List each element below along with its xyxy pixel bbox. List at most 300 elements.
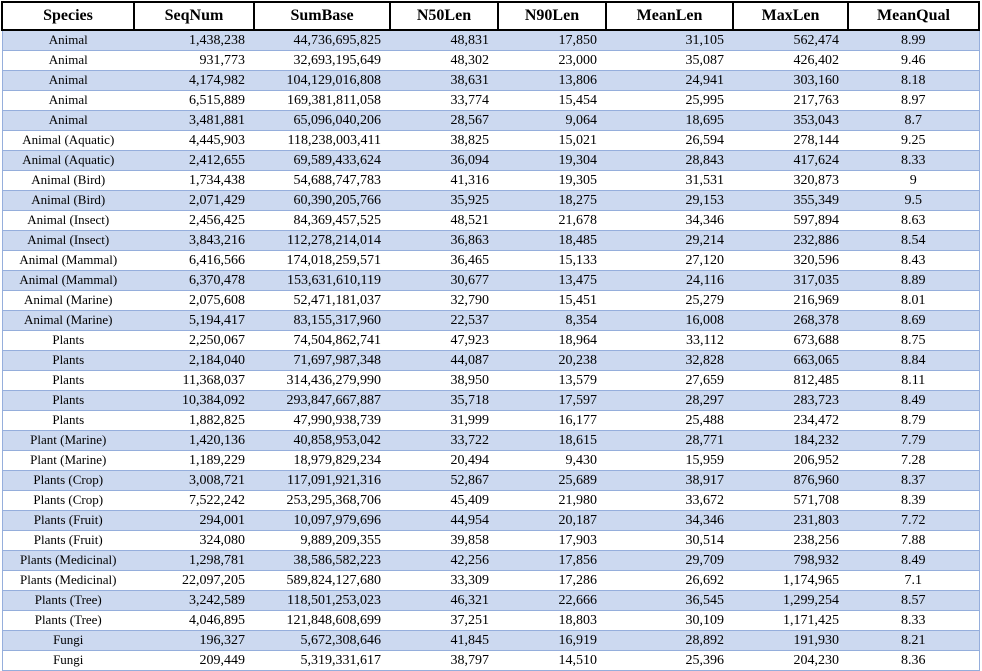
cell-meanqual: 7.79 [848,431,979,451]
cell-seqnum: 5,194,417 [134,311,254,331]
cell-sumbase: 69,589,433,624 [254,151,390,171]
column-header-species: Species [2,2,134,30]
cell-n90len: 15,021 [498,131,606,151]
cell-species: Animal (Insect) [2,211,134,231]
table-row [2,411,979,431]
cell-meanqual: 8.57 [848,591,979,611]
cell-species: Animal [2,71,134,91]
header-row [2,2,979,30]
cell-sumbase: 74,504,862,741 [254,331,390,351]
table-row [2,291,979,311]
cell-n90len: 20,187 [498,511,606,531]
table-row [2,391,979,411]
table-row [2,271,979,291]
cell-sumbase: 44,736,695,825 [254,30,390,51]
column-header-sumbase: SumBase [254,2,390,30]
cell-meanlen: 28,843 [606,151,733,171]
cell-species: Animal [2,51,134,71]
cell-n50len: 32,790 [390,291,498,311]
cell-maxlen: 353,043 [733,111,848,131]
cell-n90len: 17,856 [498,551,606,571]
cell-maxlen: 426,402 [733,51,848,71]
cell-maxlen: 303,160 [733,71,848,91]
cell-meanlen: 25,488 [606,411,733,431]
cell-n50len: 48,831 [390,30,498,51]
cell-meanqual: 9.25 [848,131,979,151]
cell-n90len: 18,615 [498,431,606,451]
cell-n50len: 48,521 [390,211,498,231]
cell-species: Plants [2,391,134,411]
cell-maxlen: 278,144 [733,131,848,151]
cell-species: Animal (Mammal) [2,251,134,271]
cell-species: Plants (Medicinal) [2,551,134,571]
table-body [2,30,979,671]
cell-n50len: 35,925 [390,191,498,211]
cell-meanqual: 8.79 [848,411,979,431]
cell-meanqual: 8.89 [848,271,979,291]
cell-species: Plants [2,351,134,371]
cell-n50len: 39,858 [390,531,498,551]
cell-seqnum: 2,071,429 [134,191,254,211]
cell-sumbase: 153,631,610,119 [254,271,390,291]
cell-maxlen: 597,894 [733,211,848,231]
cell-species: Plants (Tree) [2,591,134,611]
table-row [2,151,979,171]
cell-seqnum: 6,416,566 [134,251,254,271]
cell-sumbase: 174,018,259,571 [254,251,390,271]
cell-meanqual: 8.39 [848,491,979,511]
cell-meanlen: 25,396 [606,651,733,671]
cell-n90len: 17,850 [498,30,606,51]
cell-species: Animal [2,111,134,131]
cell-meanqual: 7.72 [848,511,979,531]
cell-species: Animal (Bird) [2,191,134,211]
cell-n90len: 18,485 [498,231,606,251]
cell-meanlen: 24,941 [606,71,733,91]
cell-seqnum: 3,008,721 [134,471,254,491]
cell-n50len: 38,950 [390,371,498,391]
cell-meanqual: 8.33 [848,151,979,171]
cell-n90len: 13,806 [498,71,606,91]
table-row [2,91,979,111]
cell-maxlen: 571,708 [733,491,848,511]
cell-meanqual: 8.49 [848,391,979,411]
cell-meanlen: 18,695 [606,111,733,131]
table-row [2,591,979,611]
cell-meanlen: 30,514 [606,531,733,551]
cell-n90len: 18,275 [498,191,606,211]
cell-seqnum: 22,097,205 [134,571,254,591]
cell-maxlen: 232,886 [733,231,848,251]
cell-meanqual: 7.1 [848,571,979,591]
cell-n90len: 16,177 [498,411,606,431]
cell-maxlen: 204,230 [733,651,848,671]
cell-meanqual: 8.43 [848,251,979,271]
cell-n50len: 33,722 [390,431,498,451]
column-header-n50len: N50Len [390,2,498,30]
cell-meanqual: 8.33 [848,611,979,631]
cell-seqnum: 10,384,092 [134,391,254,411]
cell-meanqual: 8.7 [848,111,979,131]
cell-sumbase: 18,979,829,234 [254,451,390,471]
column-header-seqnum: SeqNum [134,2,254,30]
cell-species: Plant (Marine) [2,431,134,451]
cell-seqnum: 4,445,903 [134,131,254,151]
cell-seqnum: 2,412,655 [134,151,254,171]
cell-seqnum: 196,327 [134,631,254,651]
cell-maxlen: 320,596 [733,251,848,271]
table-row [2,431,979,451]
cell-maxlen: 231,803 [733,511,848,531]
cell-n50len: 47,923 [390,331,498,351]
table-row [2,51,979,71]
column-header-meanlen: MeanLen [606,2,733,30]
cell-meanlen: 26,594 [606,131,733,151]
cell-seqnum: 1,298,781 [134,551,254,571]
table-row [2,571,979,591]
cell-meanlen: 34,346 [606,511,733,531]
cell-meanlen: 29,214 [606,231,733,251]
cell-n90len: 13,579 [498,371,606,391]
table-row [2,171,979,191]
cell-meanlen: 38,917 [606,471,733,491]
cell-n90len: 15,454 [498,91,606,111]
cell-species: Animal (Aquatic) [2,151,134,171]
cell-meanqual: 9.46 [848,51,979,71]
cell-sumbase: 84,369,457,525 [254,211,390,231]
cell-maxlen: 268,378 [733,311,848,331]
cell-n50len: 46,321 [390,591,498,611]
cell-seqnum: 3,481,881 [134,111,254,131]
cell-species: Plants (Crop) [2,491,134,511]
cell-n50len: 52,867 [390,471,498,491]
cell-seqnum: 209,449 [134,651,254,671]
cell-meanqual: 7.28 [848,451,979,471]
cell-maxlen: 217,763 [733,91,848,111]
cell-maxlen: 355,349 [733,191,848,211]
cell-sumbase: 117,091,921,316 [254,471,390,491]
species-stats-table [1,1,980,671]
cell-species: Plants (Medicinal) [2,571,134,591]
cell-seqnum: 1,420,136 [134,431,254,451]
cell-meanlen: 35,087 [606,51,733,71]
cell-seqnum: 931,773 [134,51,254,71]
cell-n90len: 17,597 [498,391,606,411]
cell-species: Plants [2,331,134,351]
table-row [2,311,979,331]
cell-species: Animal (Marine) [2,291,134,311]
cell-meanqual: 8.21 [848,631,979,651]
cell-meanlen: 34,346 [606,211,733,231]
table-row [2,231,979,251]
cell-sumbase: 5,319,331,617 [254,651,390,671]
cell-n50len: 31,999 [390,411,498,431]
cell-n90len: 21,980 [498,491,606,511]
cell-sumbase: 71,697,987,348 [254,351,390,371]
cell-meanqual: 8.37 [848,471,979,491]
cell-meanlen: 30,109 [606,611,733,631]
cell-seqnum: 4,174,982 [134,71,254,91]
cell-maxlen: 238,256 [733,531,848,551]
cell-n50len: 33,309 [390,571,498,591]
column-header-maxlen: MaxLen [733,2,848,30]
cell-n50len: 38,825 [390,131,498,151]
cell-seqnum: 324,080 [134,531,254,551]
cell-meanlen: 27,659 [606,371,733,391]
cell-sumbase: 32,693,195,649 [254,51,390,71]
cell-meanqual: 8.49 [848,551,979,571]
cell-meanlen: 29,153 [606,191,733,211]
column-header-n90len: N90Len [498,2,606,30]
cell-species: Animal (Insect) [2,231,134,251]
cell-meanlen: 29,709 [606,551,733,571]
table-row [2,30,979,51]
table-row [2,491,979,511]
cell-n50len: 44,954 [390,511,498,531]
cell-meanlen: 25,995 [606,91,733,111]
cell-n90len: 9,430 [498,451,606,471]
cell-maxlen: 562,474 [733,30,848,51]
cell-seqnum: 294,001 [134,511,254,531]
table-row [2,211,979,231]
cell-seqnum: 1,734,438 [134,171,254,191]
cell-seqnum: 2,250,067 [134,331,254,351]
cell-maxlen: 206,952 [733,451,848,471]
table-row [2,631,979,651]
cell-maxlen: 417,624 [733,151,848,171]
cell-seqnum: 6,370,478 [134,271,254,291]
cell-n90len: 17,286 [498,571,606,591]
cell-sumbase: 104,129,016,808 [254,71,390,91]
cell-meanqual: 8.63 [848,211,979,231]
column-header-meanqual: MeanQual [848,2,979,30]
cell-sumbase: 118,238,003,411 [254,131,390,151]
table-row [2,331,979,351]
cell-meanlen: 15,959 [606,451,733,471]
cell-maxlen: 1,174,965 [733,571,848,591]
cell-species: Plants (Tree) [2,611,134,631]
cell-n50len: 41,316 [390,171,498,191]
cell-meanlen: 28,892 [606,631,733,651]
cell-meanqual: 8.75 [848,331,979,351]
cell-meanlen: 36,545 [606,591,733,611]
cell-maxlen: 184,232 [733,431,848,451]
cell-seqnum: 4,046,895 [134,611,254,631]
cell-meanqual: 8.84 [848,351,979,371]
cell-n90len: 18,803 [498,611,606,631]
table-header [2,2,979,30]
cell-meanqual: 8.11 [848,371,979,391]
cell-seqnum: 1,189,229 [134,451,254,471]
cell-meanlen: 33,672 [606,491,733,511]
cell-n90len: 22,666 [498,591,606,611]
cell-species: Plants (Fruit) [2,511,134,531]
cell-meanlen: 16,008 [606,311,733,331]
cell-species: Plant (Marine) [2,451,134,471]
cell-n90len: 9,064 [498,111,606,131]
table-row [2,371,979,391]
cell-meanqual: 8.54 [848,231,979,251]
cell-meanlen: 25,279 [606,291,733,311]
cell-n50len: 42,256 [390,551,498,571]
cell-meanlen: 28,771 [606,431,733,451]
cell-meanqual: 9.5 [848,191,979,211]
cell-maxlen: 283,723 [733,391,848,411]
cell-sumbase: 38,586,582,223 [254,551,390,571]
cell-species: Plants [2,371,134,391]
cell-maxlen: 216,969 [733,291,848,311]
table-row [2,191,979,211]
cell-sumbase: 169,381,811,058 [254,91,390,111]
cell-meanqual: 8.36 [848,651,979,671]
cell-sumbase: 65,096,040,206 [254,111,390,131]
cell-species: Plants [2,411,134,431]
cell-meanqual: 8.97 [848,91,979,111]
cell-maxlen: 673,688 [733,331,848,351]
cell-n90len: 25,689 [498,471,606,491]
cell-maxlen: 317,035 [733,271,848,291]
cell-meanlen: 26,692 [606,571,733,591]
cell-sumbase: 40,858,953,042 [254,431,390,451]
cell-maxlen: 798,932 [733,551,848,571]
cell-n50len: 45,409 [390,491,498,511]
table-row [2,451,979,471]
cell-n50len: 35,718 [390,391,498,411]
cell-seqnum: 6,515,889 [134,91,254,111]
cell-species: Animal [2,30,134,51]
cell-species: Fungi [2,631,134,651]
table-row [2,351,979,371]
cell-sumbase: 60,390,205,766 [254,191,390,211]
cell-species: Plants (Fruit) [2,531,134,551]
cell-sumbase: 118,501,253,023 [254,591,390,611]
table-row [2,71,979,91]
cell-meanqual: 8.99 [848,30,979,51]
cell-n50len: 38,797 [390,651,498,671]
cell-sumbase: 10,097,979,696 [254,511,390,531]
cell-sumbase: 47,990,938,739 [254,411,390,431]
cell-maxlen: 191,930 [733,631,848,651]
cell-n50len: 33,774 [390,91,498,111]
cell-maxlen: 812,485 [733,371,848,391]
cell-n90len: 18,964 [498,331,606,351]
cell-meanqual: 8.18 [848,71,979,91]
cell-sumbase: 112,278,214,014 [254,231,390,251]
cell-n90len: 19,305 [498,171,606,191]
cell-n50len: 20,494 [390,451,498,471]
cell-seqnum: 7,522,242 [134,491,254,511]
cell-seqnum: 1,438,238 [134,30,254,51]
cell-meanlen: 31,105 [606,30,733,51]
cell-meanqual: 9 [848,171,979,191]
cell-n90len: 23,000 [498,51,606,71]
cell-sumbase: 54,688,747,783 [254,171,390,191]
table-row [2,111,979,131]
cell-n90len: 15,451 [498,291,606,311]
cell-sumbase: 314,436,279,990 [254,371,390,391]
table-row [2,551,979,571]
cell-sumbase: 5,672,308,646 [254,631,390,651]
cell-n50len: 44,087 [390,351,498,371]
cell-seqnum: 1,882,825 [134,411,254,431]
cell-n50len: 30,677 [390,271,498,291]
cell-n50len: 36,863 [390,231,498,251]
cell-seqnum: 3,242,589 [134,591,254,611]
cell-seqnum: 3,843,216 [134,231,254,251]
cell-seqnum: 2,075,608 [134,291,254,311]
cell-meanlen: 28,297 [606,391,733,411]
cell-species: Animal (Bird) [2,171,134,191]
cell-meanlen: 27,120 [606,251,733,271]
cell-maxlen: 876,960 [733,471,848,491]
cell-species: Plants (Crop) [2,471,134,491]
cell-n50len: 28,567 [390,111,498,131]
cell-maxlen: 1,299,254 [733,591,848,611]
cell-n50len: 36,094 [390,151,498,171]
cell-n50len: 37,251 [390,611,498,631]
cell-n90len: 21,678 [498,211,606,231]
cell-sumbase: 253,295,368,706 [254,491,390,511]
cell-seqnum: 11,368,037 [134,371,254,391]
cell-n90len: 8,354 [498,311,606,331]
cell-sumbase: 9,889,209,355 [254,531,390,551]
cell-seqnum: 2,456,425 [134,211,254,231]
cell-maxlen: 234,472 [733,411,848,431]
cell-n50len: 38,631 [390,71,498,91]
cell-maxlen: 1,171,425 [733,611,848,631]
cell-n50len: 36,465 [390,251,498,271]
cell-species: Animal (Mammal) [2,271,134,291]
cell-n50len: 41,845 [390,631,498,651]
cell-sumbase: 52,471,181,037 [254,291,390,311]
table-row [2,511,979,531]
cell-n90len: 16,919 [498,631,606,651]
cell-species: Animal (Marine) [2,311,134,331]
cell-meanqual: 8.01 [848,291,979,311]
cell-sumbase: 293,847,667,887 [254,391,390,411]
cell-species: Fungi [2,651,134,671]
cell-n50len: 48,302 [390,51,498,71]
cell-n90len: 14,510 [498,651,606,671]
cell-n90len: 20,238 [498,351,606,371]
cell-meanlen: 31,531 [606,171,733,191]
cell-species: Animal [2,91,134,111]
cell-maxlen: 663,065 [733,351,848,371]
table-row [2,251,979,271]
cell-meanqual: 8.69 [848,311,979,331]
cell-n90len: 13,475 [498,271,606,291]
cell-meanlen: 32,828 [606,351,733,371]
table-row [2,131,979,151]
cell-n90len: 17,903 [498,531,606,551]
cell-seqnum: 2,184,040 [134,351,254,371]
cell-n90len: 19,304 [498,151,606,171]
table-row [2,531,979,551]
cell-species: Animal (Aquatic) [2,131,134,151]
cell-meanqual: 7.88 [848,531,979,551]
table-row [2,651,979,671]
cell-sumbase: 83,155,317,960 [254,311,390,331]
cell-meanlen: 33,112 [606,331,733,351]
cell-n50len: 22,537 [390,311,498,331]
cell-meanlen: 24,116 [606,271,733,291]
cell-maxlen: 320,873 [733,171,848,191]
cell-sumbase: 589,824,127,680 [254,571,390,591]
table-row [2,471,979,491]
table-row [2,611,979,631]
cell-n90len: 15,133 [498,251,606,271]
cell-sumbase: 121,848,608,699 [254,611,390,631]
